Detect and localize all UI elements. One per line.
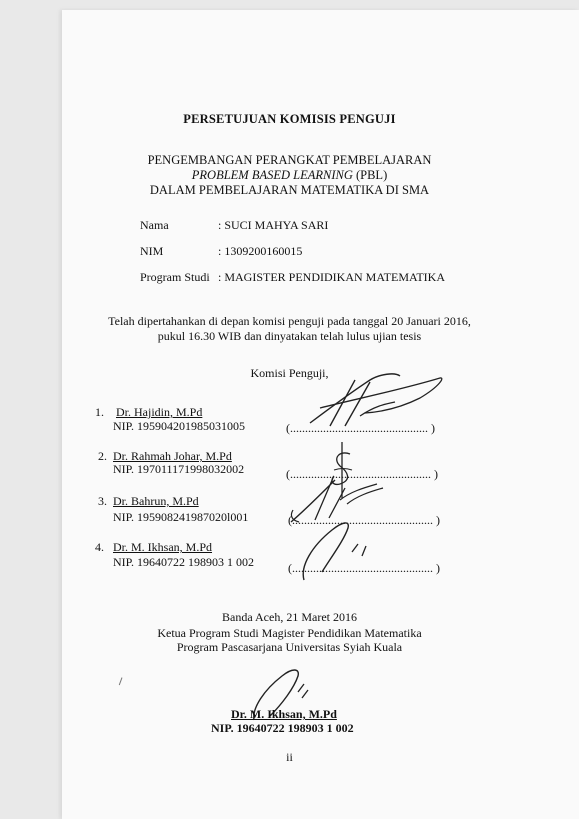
student-label-nim: NIM	[140, 244, 164, 258]
member-3-nip: NIP. 195908241987020l001	[113, 510, 249, 524]
student-value-nim: : 1309200160015	[218, 244, 303, 258]
approval-position-line1: Ketua Program Studi Magister Pendidikan Matematika	[157, 626, 422, 640]
approval-place-date: Banda Aceh, 21 Maret 2016	[222, 610, 357, 624]
student-value-program: : MAGISTER PENDIDIKAN MATEMATIKA	[218, 270, 445, 284]
thesis-title-abbrev: (PBL)	[352, 168, 388, 182]
member-2-name: Dr. Rahmah Johar, M.Pd	[113, 449, 232, 463]
thesis-title-line3: DALAM PEMBELAJARAN MATEMATIKA DI SMA	[149, 183, 430, 197]
member-4-signature-image	[292, 516, 382, 586]
member-1-signature-line: (.............................................. )	[286, 421, 435, 435]
page-title: PERSETUJUAN KOMISIS PENGUJI	[183, 112, 396, 126]
statement-line1: Telah dipertahankan di depan komisi penguji pada tanggal 20 Januari 2016,	[108, 314, 471, 328]
member-1-nip: NIP. 195904201985031005	[113, 419, 246, 433]
member-4-name: Dr. M. Ikhsan, M.Pd	[113, 540, 213, 554]
member-3-name: Dr. Bahrun, M.Pd	[113, 494, 199, 508]
page-number: ii	[286, 750, 293, 764]
member-2-number: 2.	[98, 449, 107, 463]
student-label-program: Program Studi	[140, 270, 210, 284]
member-1-number: 1.	[95, 405, 104, 419]
approval-nip: NIP. 19640722 198903 1 002	[211, 721, 354, 735]
thesis-title-italic: PROBLEM BASED LEARNING	[191, 168, 353, 182]
member-1-name: Dr. Hajidin, M.Pd	[116, 405, 203, 419]
student-label-name: Nama	[140, 218, 169, 232]
member-4-nip: NIP. 19640722 198903 1 002	[113, 555, 255, 569]
thesis-title-line1: PENGEMBANGAN PERANGKAT PEMBELAJARAN	[147, 153, 432, 167]
member-3-number: 3.	[98, 494, 107, 508]
approval-name: Dr. M. Ikhsan, M.Pd	[231, 707, 337, 721]
member-2-signature-line: (............................................... )	[286, 467, 438, 481]
thesis-title-line2	[0, 168, 579, 183]
member-4-signature-line: (............................................... )	[288, 561, 440, 575]
member-4-number: 4.	[95, 540, 104, 554]
statement-line2: pukul 16.30 WIB dan dinyatakan telah lulus ujian tesis	[157, 329, 422, 343]
student-value-name: : SUCI MAHYA SARI	[218, 218, 329, 232]
member-2-nip: NIP. 197011171998032002	[113, 462, 245, 476]
committee-heading: Komisi Penguji,	[250, 366, 329, 380]
member-1-signature-image	[300, 368, 450, 438]
approval-position-line2: Program Pascasarjana Universitas Syiah Kuala	[176, 640, 403, 654]
member-3-signature-line: (............................................... )	[288, 513, 440, 527]
